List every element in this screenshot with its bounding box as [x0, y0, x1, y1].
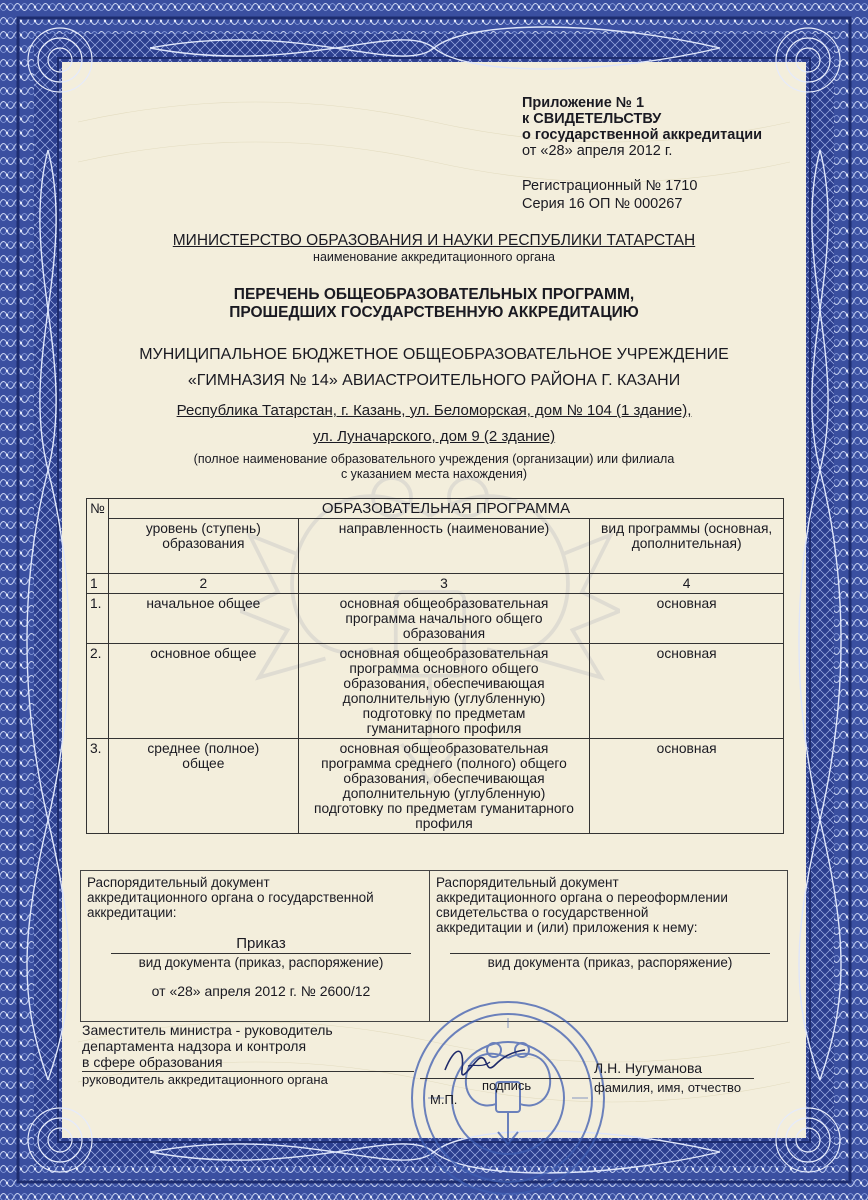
row-direction: основная общеобразовательная программа среднего (полного) общего образования, обеспечивающая дополнительную (углубленную) подготовку по предметам гуманитарного профиля — [298, 739, 590, 834]
index-cell: 1 — [87, 574, 109, 594]
admin-right-caption: вид документа (приказ, распоряжение) — [487, 955, 733, 970]
divider — [111, 953, 411, 954]
appendix-about: о государственной аккредитации — [522, 127, 763, 143]
admin-left-line3: аккредитации: — [87, 905, 177, 920]
appendix-date: от «28» апреля 2012 г. — [522, 143, 673, 159]
document-title-line1: ПЕРЕЧЕНЬ ОБЩЕОБРАЗОВАТЕЛЬНЫХ ПРОГРАММ, — [233, 286, 635, 303]
admin-left-line2: аккредитационного органа о государственной — [87, 890, 374, 905]
row-direction: основная общеобразовательная программа основного общего образования, обеспечивающая дополнительную (углубленную) подготовку по предметам гуманитарного профиля — [298, 644, 590, 739]
institution-name-line2: «ГИМНАЗИЯ № 14» АВИАСТРОИТЕЛЬНОГО РАЙОНА Г. КАЗАНИ — [187, 372, 681, 389]
row-level: начальное общее — [108, 594, 298, 644]
row-num: 3. — [87, 739, 109, 834]
admin-left-caption: вид документа (приказ, распоряжение) — [138, 955, 384, 970]
institution-name-line1: МУНИЦИПАЛЬНОЕ БЮДЖЕТНОЕ ОБЩЕОБРАЗОВАТЕЛЬНОЕ УЧРЕЖДЕНИЕ — [139, 346, 729, 363]
row-type: основная — [590, 739, 784, 834]
row-level: среднее (полное) общее — [108, 739, 298, 834]
admin-right-line4: аккредитации и (или) приложения к нему: — [436, 920, 698, 935]
divider — [592, 1078, 754, 1079]
institution-address-line2: ул. Луначарского, дом 9 (2 здание) — [312, 428, 556, 445]
series-number: Серия 16 ОП № 000267 — [522, 196, 683, 212]
admin-left-doc-type: Приказ — [236, 935, 286, 952]
programs-table — [86, 498, 784, 834]
row-num: 2. — [87, 644, 109, 739]
ministry-caption: наименование аккредитационного органа — [313, 250, 555, 264]
header-direction: направленность (наименование) — [298, 519, 590, 574]
header-num: № — [87, 499, 109, 574]
row-type: основная — [590, 644, 784, 739]
ministry-name: МИНИСТЕРСТВО ОБРАЗОВАНИЯ И НАУКИ РЕСПУБЛИКИ ТАТАРСТАН — [172, 232, 696, 249]
divider — [450, 953, 770, 954]
header-level: уровень (ступень) образования — [108, 519, 298, 574]
institution-caption-line1: (полное наименование образовательного учреждения (организации) или филиала — [193, 452, 675, 466]
signer-name: Л.Н. Нугуманова — [594, 1060, 703, 1076]
table-subheader-row — [87, 519, 784, 574]
admin-left-doc-date: от «28» апреля 2012 г. № 2600/12 — [151, 983, 371, 999]
table-row — [87, 594, 784, 644]
admin-right-line1: Распорядительный документ — [436, 875, 619, 890]
registration-number: Регистрационный № 1710 — [522, 178, 698, 194]
appendix-title: Приложение № 1 — [522, 95, 645, 111]
row-num: 1. — [87, 594, 109, 644]
table-row — [87, 739, 784, 834]
row-direction: основная общеобразовательная программа начального общего образования — [298, 594, 590, 644]
header-program-group: ОБРАЗОВАТЕЛЬНАЯ ПРОГРАММА — [108, 499, 783, 519]
admin-right-line2: аккредитационного органа о переоформлении — [436, 890, 728, 905]
stamp-place-label: М.П. — [430, 1092, 458, 1107]
signer-name-caption: фамилия, имя, отчество — [594, 1080, 742, 1095]
table-header-row — [87, 499, 784, 519]
admin-left-line1: Распорядительный документ — [87, 875, 270, 890]
row-type: основная — [590, 594, 784, 644]
appendix-to: к СВИДЕТЕЛЬСТВУ — [522, 111, 662, 127]
document-title-line2: ПРОШЕДШИХ ГОСУДАРСТВЕННУЮ АККРЕДИТАЦИЮ — [229, 304, 639, 321]
signer-position-line2: департамента надзора и контроля — [82, 1038, 307, 1054]
signature-caption: подпись — [482, 1078, 532, 1093]
signer-position-line1: Заместитель министра - руководитель — [82, 1022, 333, 1038]
table-index-row — [87, 574, 784, 594]
index-cell: 4 — [590, 574, 784, 594]
signer-position-line3: в сфере образования — [82, 1054, 223, 1070]
signer-position-caption: руководитель аккредитационного органа — [82, 1072, 328, 1087]
admin-left-column — [81, 871, 430, 1021]
index-cell: 2 — [108, 574, 298, 594]
institution-caption-line2: с указанием места нахождения) — [340, 467, 528, 481]
header-type: вид программы (основная, дополнительная) — [590, 519, 784, 574]
index-cell: 3 — [298, 574, 590, 594]
institution-address-line1: Республика Татарстан, г. Казань, ул. Беломорская, дом № 104 (1 здание), — [176, 402, 692, 419]
row-level: основное общее — [108, 644, 298, 739]
admin-right-line3: свидетельства о государственной — [436, 905, 649, 920]
table-row — [87, 644, 784, 739]
